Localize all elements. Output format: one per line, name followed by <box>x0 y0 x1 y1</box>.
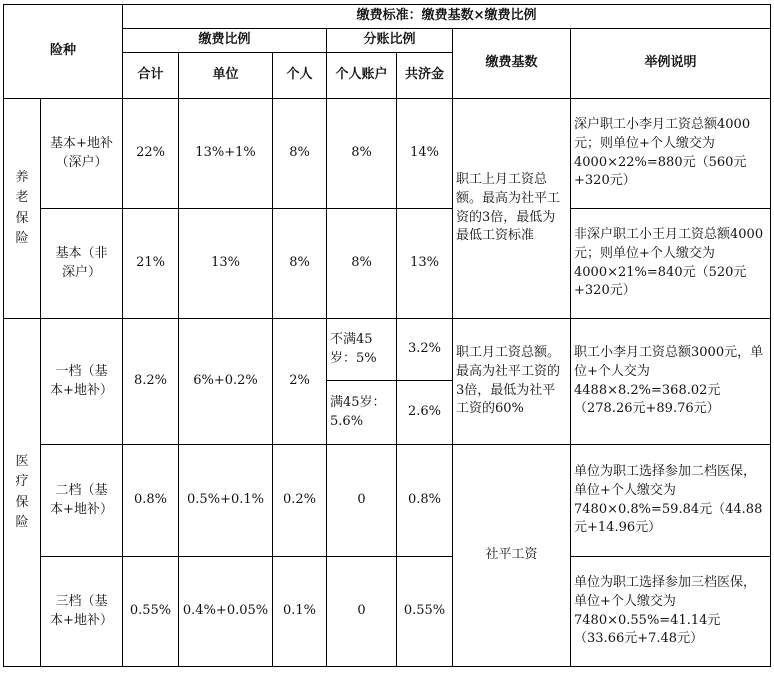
medical-tier2-example: 单位为职工选择参加二档医保，单位+个人缴交为7480×0.8%=59.84元（44.88元+14.96元） <box>571 445 771 557</box>
header-account-split: 分账比例 <box>327 29 453 53</box>
medical-category: 医 疗 保 险 <box>4 319 41 667</box>
medical-tier1-individual: 2% <box>273 319 327 445</box>
medical-shared-base: 社平工资 <box>453 445 571 667</box>
header-mutual-fund: 共济金 <box>397 53 453 99</box>
medical-tier2-employer: 0.5%+0.1% <box>179 445 273 557</box>
pension-row-1-individual: 8% <box>273 99 327 209</box>
table-row <box>4 99 771 209</box>
header-personal-account: 个人账户 <box>327 53 397 99</box>
pension-row-2-employer: 13% <box>179 209 273 319</box>
medical-tier2-personal-account: 0 <box>327 445 397 557</box>
pension-row-1-name: 基本+地补 （深户） <box>41 99 123 209</box>
pension-row-2-name: 基本（非 深户） <box>41 209 123 319</box>
header-individual: 个人 <box>273 53 327 99</box>
medical-tier3-name: 三档（基 本+地补） <box>41 557 123 667</box>
medical-tier2-total: 0.8% <box>123 445 179 557</box>
header-total: 合计 <box>123 53 179 99</box>
pension-row-2-total: 21% <box>123 209 179 319</box>
table-row <box>4 209 771 319</box>
medical-tier1-over45-fund: 2.6% <box>397 381 453 445</box>
pension-row-1-employer: 13%+1% <box>179 99 273 209</box>
header-employer: 单位 <box>179 53 273 99</box>
medical-tier1-over45-account: 满45岁： 5.6% <box>327 381 397 445</box>
medical-tier1-example: 职工小李月工资总额3000元，单位+个人交为4488×8.2%=368.02元（278.26元+89.76元） <box>571 319 771 445</box>
pension-row-1-example: 深户职工小李月工资总额4000元；则单位+个人缴交为4000×22%=880元（560元+320元） <box>571 99 771 209</box>
medical-tier1-base-desc: 职工月工资总额。最高为社平工资的3倍，最低为社平工资的60% <box>453 319 571 445</box>
medical-tier1-total: 8.2% <box>123 319 179 445</box>
table-row <box>4 557 771 667</box>
medical-tier3-individual: 0.1% <box>273 557 327 667</box>
header-contribution-ratio: 缴费比例 <box>123 29 327 53</box>
pension-row-2-personal-account: 8% <box>327 209 397 319</box>
header-base: 缴费基数 <box>453 29 571 99</box>
medical-tier1-name: 一档（基 本+地补） <box>41 319 123 445</box>
table-row <box>4 319 771 381</box>
header-insurance-type: 险种 <box>4 5 123 99</box>
pension-row-1-total: 22% <box>123 99 179 209</box>
pension-base-desc: 职工上月工资总额。最高为社平工资的3倍，最低为最低工资标准 <box>453 99 571 319</box>
table-row <box>4 445 771 557</box>
medical-tier2-individual: 0.2% <box>273 445 327 557</box>
medical-tier1-under45-fund: 3.2% <box>397 319 453 381</box>
social-insurance-table <box>3 4 771 667</box>
medical-tier3-total: 0.55% <box>123 557 179 667</box>
medical-tier3-personal-account: 0 <box>327 557 397 667</box>
header-formula: 缴费标准：缴费基数×缴费比例 <box>123 5 771 29</box>
pension-row-2-example: 非深户职工小王月工资总额4000元；则单位+个人缴交为4000×21%=840元（520元+320元） <box>571 209 771 319</box>
pension-row-2-individual: 8% <box>273 209 327 319</box>
medical-tier3-mutual-fund: 0.55% <box>397 557 453 667</box>
medical-tier1-under45-account: 不满45 岁：5% <box>327 319 397 381</box>
medical-tier2-mutual-fund: 0.8% <box>397 445 453 557</box>
pension-row-1-personal-account: 8% <box>327 99 397 209</box>
medical-tier3-employer: 0.4%+0.05% <box>179 557 273 667</box>
medical-tier2-name: 二档（基 本+地补） <box>41 445 123 557</box>
medical-tier1-employer: 6%+0.2% <box>179 319 273 445</box>
pension-category: 养 老 保 险 <box>4 99 41 319</box>
header-example: 举例说明 <box>571 29 771 99</box>
pension-row-2-mutual-fund: 13% <box>397 209 453 319</box>
medical-tier3-example: 单位为职工选择参加三档医保，单位+个人缴交为7480×0.55%=41.14元（33.66元+7.48元） <box>571 557 771 667</box>
pension-row-1-mutual-fund: 14% <box>397 99 453 209</box>
